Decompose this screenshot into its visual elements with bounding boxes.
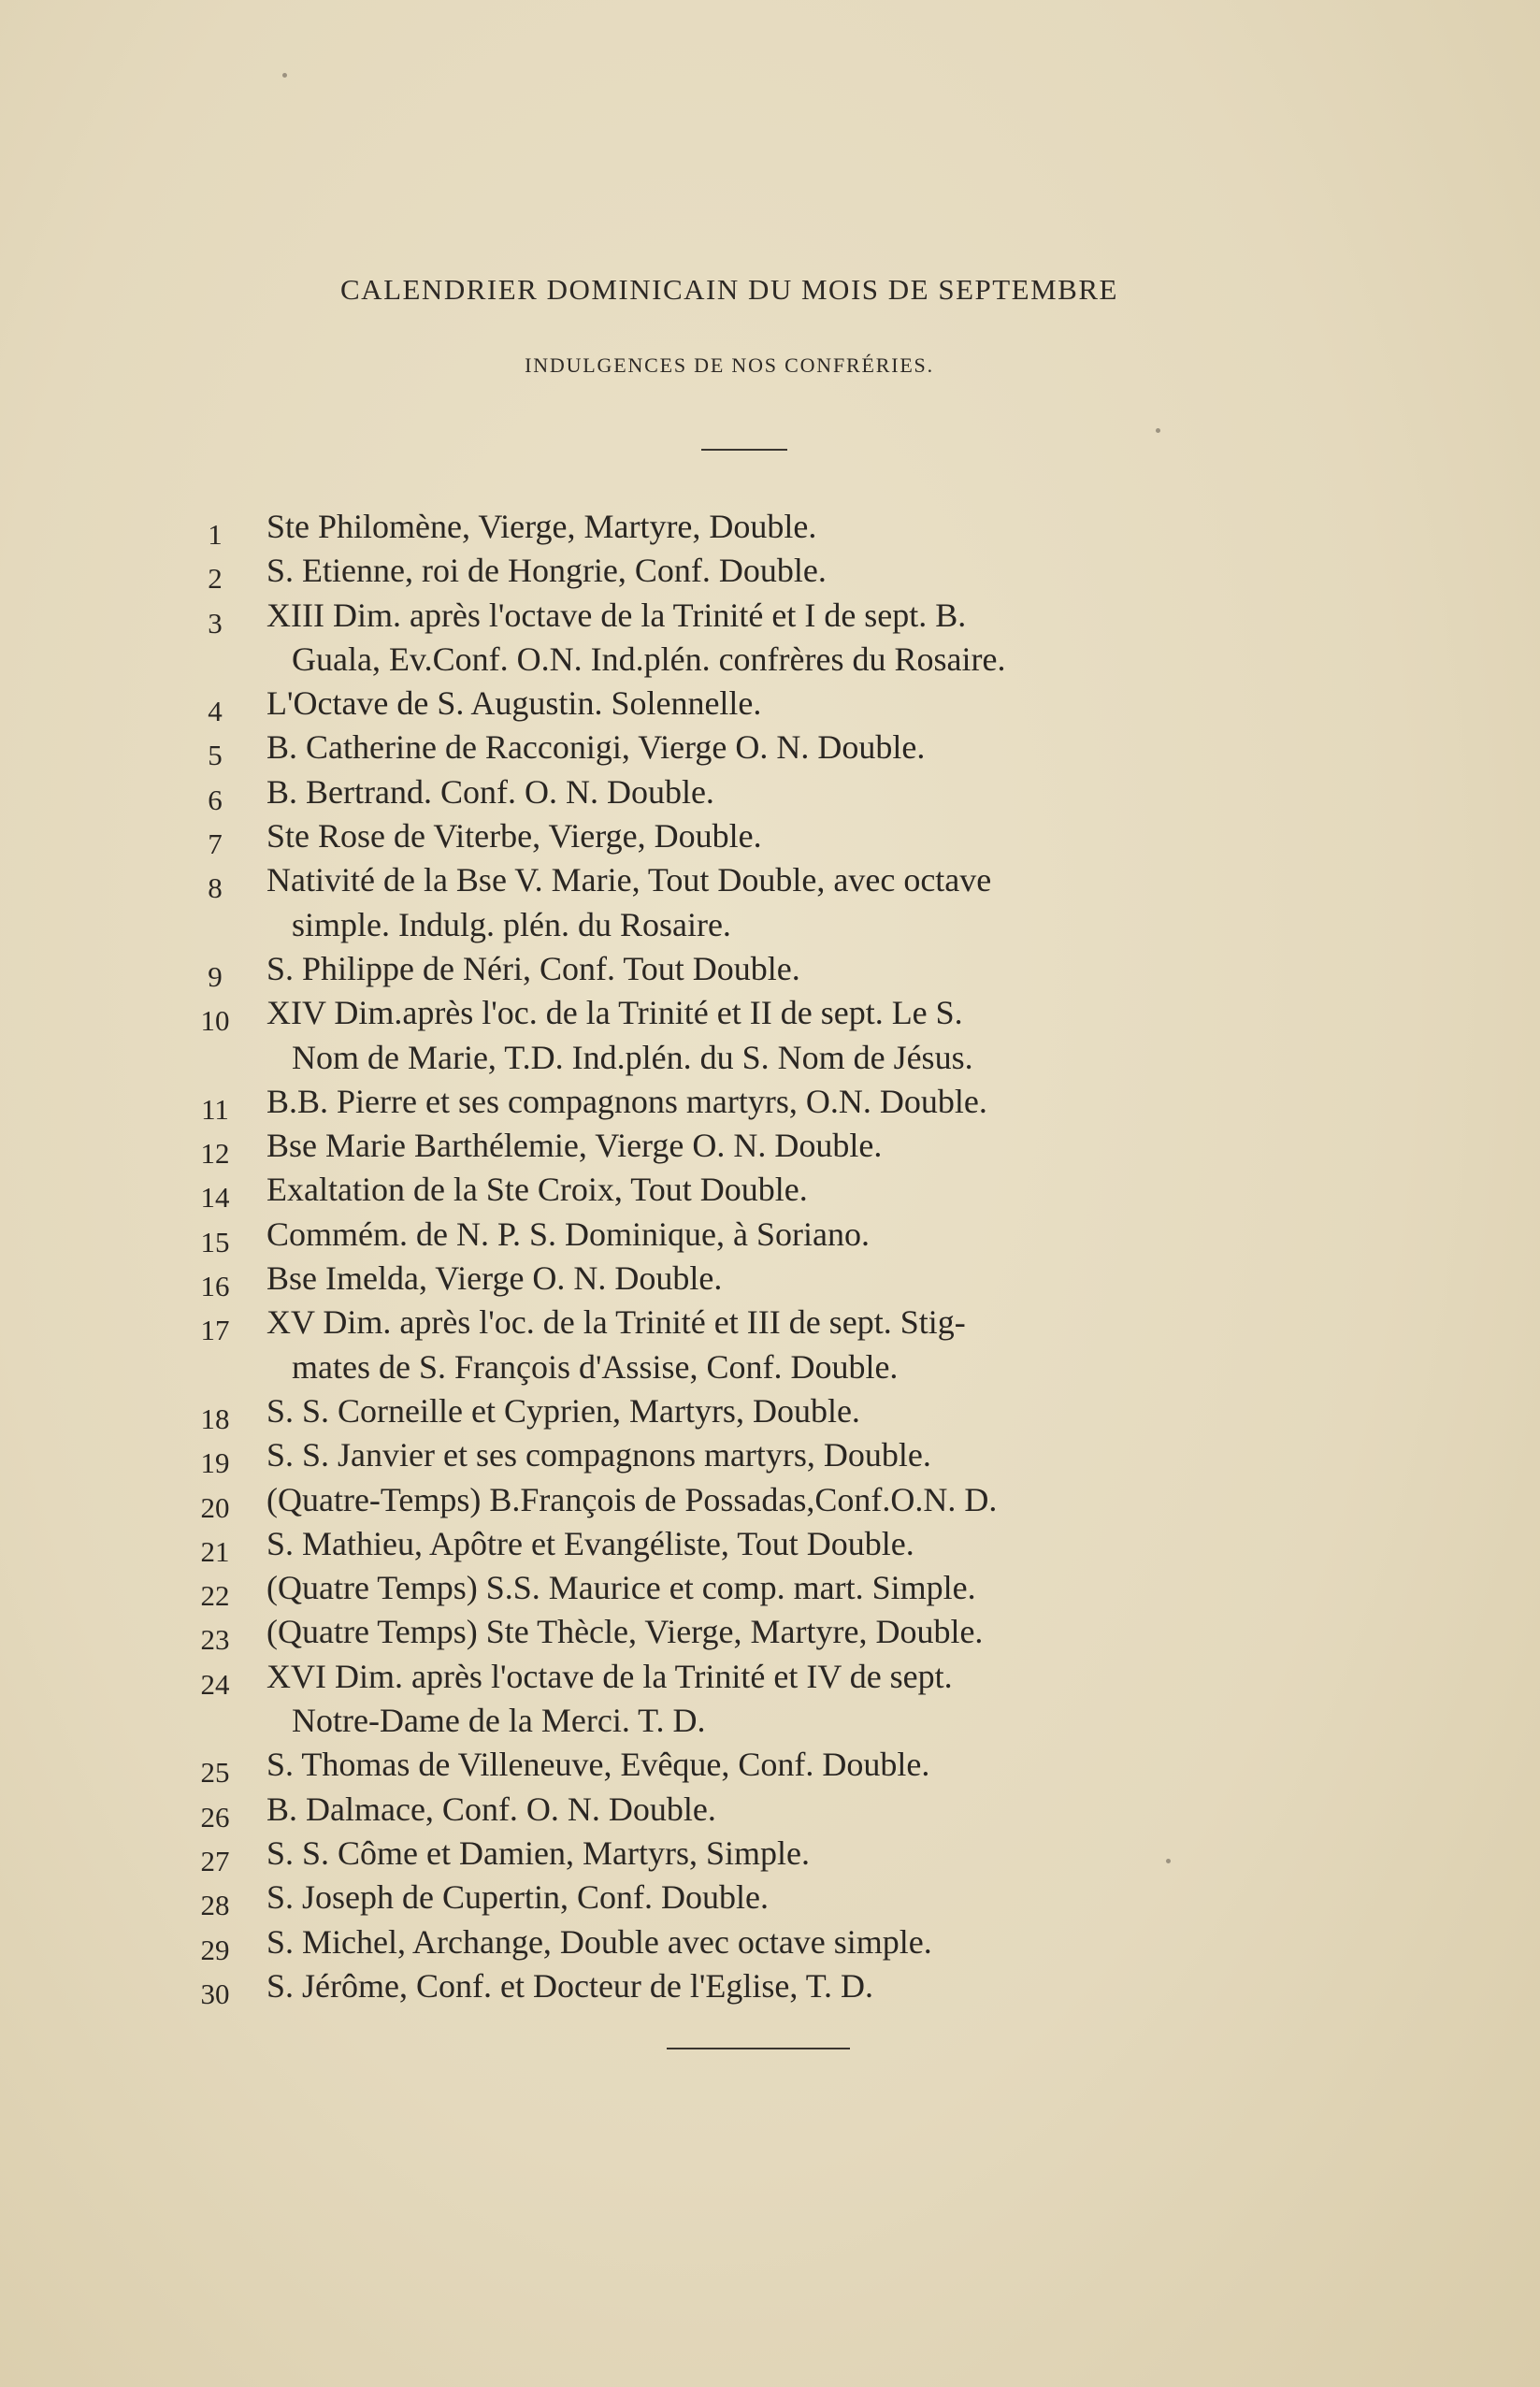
day-number: 22: [200, 1579, 230, 1613]
entry-line: [0, 991, 1540, 1038]
calendar-entry: [0, 1522, 1540, 1566]
entry-line: [0, 770, 1540, 814]
footer-rule: [667, 2048, 850, 2049]
feast-text: (Quatre Temps) Ste Thècle, Vierge, Martyre, Double.: [266, 1613, 984, 1651]
feast-text: Nativité de la Bse V. Marie, Tout Double, avec octave: [266, 861, 992, 899]
entry-line: [0, 1301, 1540, 1347]
feast-text: B. Dalmace, Conf. O. N. Double.: [266, 1790, 716, 1828]
calendar-entry: [0, 1213, 1540, 1257]
day-number: 11: [201, 1092, 229, 1126]
entry-line: [0, 1389, 1540, 1433]
paper-speck: [1156, 428, 1160, 433]
day-number: 9: [208, 959, 223, 993]
day-number: 26: [200, 1800, 230, 1833]
feast-text: Exaltation de la Ste Croix, Tout Double.: [266, 1171, 808, 1209]
entry-line: [0, 1743, 1540, 1790]
entry-line: [0, 1433, 1540, 1480]
day-number: 6: [208, 783, 223, 816]
feast-text: S. Mathieu, Apôtre et Evangéliste, Tout Double.: [266, 1524, 914, 1562]
feast-text: XIII Dim. après l'octave de la Trinité et I de sept. B.: [266, 596, 967, 634]
entry-line: [0, 858, 1540, 905]
calendar-entry: [0, 1168, 1540, 1215]
calendar-entry: [0, 1743, 1540, 1790]
calendar-entry: [0, 991, 1540, 1080]
day-number: 17: [200, 1314, 230, 1347]
calendar-entry: [0, 814, 1540, 861]
entry-line: [0, 1610, 1540, 1657]
entry-line: [0, 1876, 1540, 1920]
calendar-entry: [0, 1433, 1540, 1480]
day-number: 5: [208, 739, 223, 772]
day-number: 28: [200, 1889, 230, 1922]
feast-text: B. Catherine de Racconigi, Vierge O. N. Double.: [266, 728, 926, 767]
entry-line: [0, 947, 1540, 991]
feast-text-continuation: Nom de Marie, T.D. Ind.plén. du S. Nom de Jésus.: [292, 1038, 973, 1076]
calendar-entry: [0, 1389, 1540, 1433]
day-number: 3: [208, 606, 223, 640]
entry-line: [0, 505, 1540, 549]
feast-text: S. S. Janvier et ses compagnons martyrs, Double.: [266, 1436, 931, 1474]
feast-text-continuation: mates de S. François d'Assise, Conf. Double.: [292, 1347, 899, 1386]
calendar-entry: [0, 1920, 1540, 1964]
day-number: 16: [200, 1270, 230, 1303]
entry-line: [0, 1920, 1540, 1964]
calendar-entry: [0, 1080, 1540, 1124]
entry-line: [0, 1080, 1540, 1124]
page-title: CALENDRIER DOMINICAIN DU MOIS DE SEPTEMBRE: [340, 273, 1118, 306]
feast-text: S. Joseph de Cupertin, Conf. Double.: [266, 1878, 769, 1917]
feast-text: Bse Marie Barthélemie, Vierge O. N. Double.: [266, 1127, 883, 1165]
day-number: 4: [208, 695, 223, 728]
entry-line: [0, 1124, 1540, 1171]
feast-text: S. S. Côme et Damien, Martyrs, Simple.: [266, 1833, 810, 1872]
entry-line: [0, 1345, 1540, 1389]
calendar-entry: [0, 1566, 1540, 1613]
entry-line: [0, 1699, 1540, 1743]
feast-text: Commém. de N. P. S. Dominique, à Soriano.: [266, 1215, 870, 1253]
feast-text: B.B. Pierre et ses compagnons martyrs, O.N. Double.: [266, 1082, 987, 1120]
feast-text: S. Etienne, roi de Hongrie, Conf. Double.: [266, 552, 827, 590]
calendar-entry: [0, 594, 1540, 683]
paper-speck: [282, 73, 287, 78]
day-number: 10: [200, 1004, 230, 1038]
entry-line: [0, 903, 1540, 947]
feast-text-continuation: Notre-Dame de la Merci. T. D.: [292, 1702, 706, 1740]
feast-text: S. Michel, Archange, Double avec octave simple.: [266, 1922, 932, 1961]
day-number: 12: [200, 1137, 230, 1171]
feast-text: S. Jérôme, Conf. et Docteur de l'Eglise, T. D.: [266, 1966, 874, 2005]
day-number: 15: [200, 1225, 230, 1258]
day-number: 20: [200, 1490, 230, 1524]
entry-line: [0, 1478, 1540, 1522]
day-number: 7: [208, 827, 223, 861]
feast-text: Bse Imelda, Vierge O. N. Double.: [266, 1259, 723, 1298]
feast-text-continuation: simple. Indulg. plén. du Rosaire.: [292, 905, 731, 943]
day-number: 27: [200, 1844, 230, 1877]
entry-line: [0, 594, 1540, 638]
calendar-entry: [0, 1832, 1540, 1876]
feast-text: Ste Philomène, Vierge, Martyre, Double.: [266, 508, 817, 545]
day-number: 19: [200, 1446, 230, 1480]
header-rule: [701, 449, 787, 451]
calendar-list: [0, 505, 1540, 2008]
feast-text-continuation: Guala, Ev.Conf. O.N. Ind.plén. confrères du Rosaire.: [292, 640, 1006, 678]
entry-line: [0, 814, 1540, 861]
feast-text: XIV Dim.après l'oc. de la Trinité et II de sept. Le S.: [266, 994, 963, 1032]
calendar-entry: [0, 1124, 1540, 1171]
calendar-entry: [0, 1301, 1540, 1389]
feast-text: S. Thomas de Villeneuve, Evêque, Conf. Double.: [266, 1746, 930, 1784]
entry-line: [0, 1832, 1540, 1876]
entry-line: [0, 1655, 1540, 1699]
entry-line: [0, 726, 1540, 772]
entry-line: [0, 1168, 1540, 1215]
page-subtitle: INDULGENCES DE NOS CONFRÉRIES.: [525, 353, 934, 377]
feast-text: L'Octave de S. Augustin. Solennelle.: [266, 684, 762, 723]
entry-line: [0, 638, 1540, 682]
day-number: 18: [200, 1402, 230, 1435]
feast-text: B. Bertrand. Conf. O. N. Double.: [266, 772, 714, 811]
day-number: 8: [208, 871, 223, 905]
calendar-entry: [0, 947, 1540, 991]
entry-line: [0, 1522, 1540, 1566]
feast-text: (Quatre-Temps) B.François de Possadas,Conf.O.N. D.: [266, 1480, 998, 1518]
entry-line: [0, 549, 1540, 596]
day-number: 30: [200, 1977, 230, 2010]
day-number: 2: [208, 562, 223, 596]
calendar-entry: [0, 726, 1540, 772]
day-number: 29: [200, 1933, 230, 1966]
feast-text: XV Dim. après l'oc. de la Trinité et III de sept. Stig-: [266, 1303, 966, 1342]
calendar-entry: [0, 1655, 1540, 1744]
calendar-entry: [0, 1876, 1540, 1920]
day-number: 21: [200, 1534, 230, 1568]
feast-text: XVI Dim. après l'octave de la Trinité et IV de sept.: [266, 1657, 953, 1695]
calendar-entry: [0, 858, 1540, 947]
calendar-entry: [0, 1788, 1540, 1832]
feast-text: S. Philippe de Néri, Conf. Tout Double.: [266, 949, 800, 987]
calendar-entry: [0, 770, 1540, 814]
entry-line: [0, 1964, 1540, 2008]
feast-text: (Quatre Temps) S.S. Maurice et comp. mart. Simple.: [266, 1569, 976, 1607]
day-number: 14: [200, 1181, 230, 1215]
feast-text: S. S. Corneille et Cyprien, Martyrs, Double.: [266, 1391, 860, 1430]
entry-line: [0, 682, 1540, 726]
day-number: 23: [200, 1623, 230, 1657]
entry-line: [0, 1036, 1540, 1080]
entry-line: [0, 1213, 1540, 1257]
feast-text: Ste Rose de Viterbe, Vierge, Double.: [266, 817, 762, 856]
day-number: 25: [200, 1756, 230, 1790]
entry-line: [0, 1788, 1540, 1832]
calendar-entry: [0, 682, 1540, 726]
calendar-entry: [0, 1257, 1540, 1301]
calendar-entry: [0, 505, 1540, 549]
day-number: 24: [200, 1667, 230, 1701]
calendar-entry: [0, 1964, 1540, 2008]
entry-line: [0, 1257, 1540, 1301]
calendar-entry: [0, 549, 1540, 596]
calendar-entry: [0, 1478, 1540, 1522]
entry-line: [0, 1566, 1540, 1613]
calendar-entry: [0, 1610, 1540, 1657]
day-number: 1: [208, 518, 223, 551]
